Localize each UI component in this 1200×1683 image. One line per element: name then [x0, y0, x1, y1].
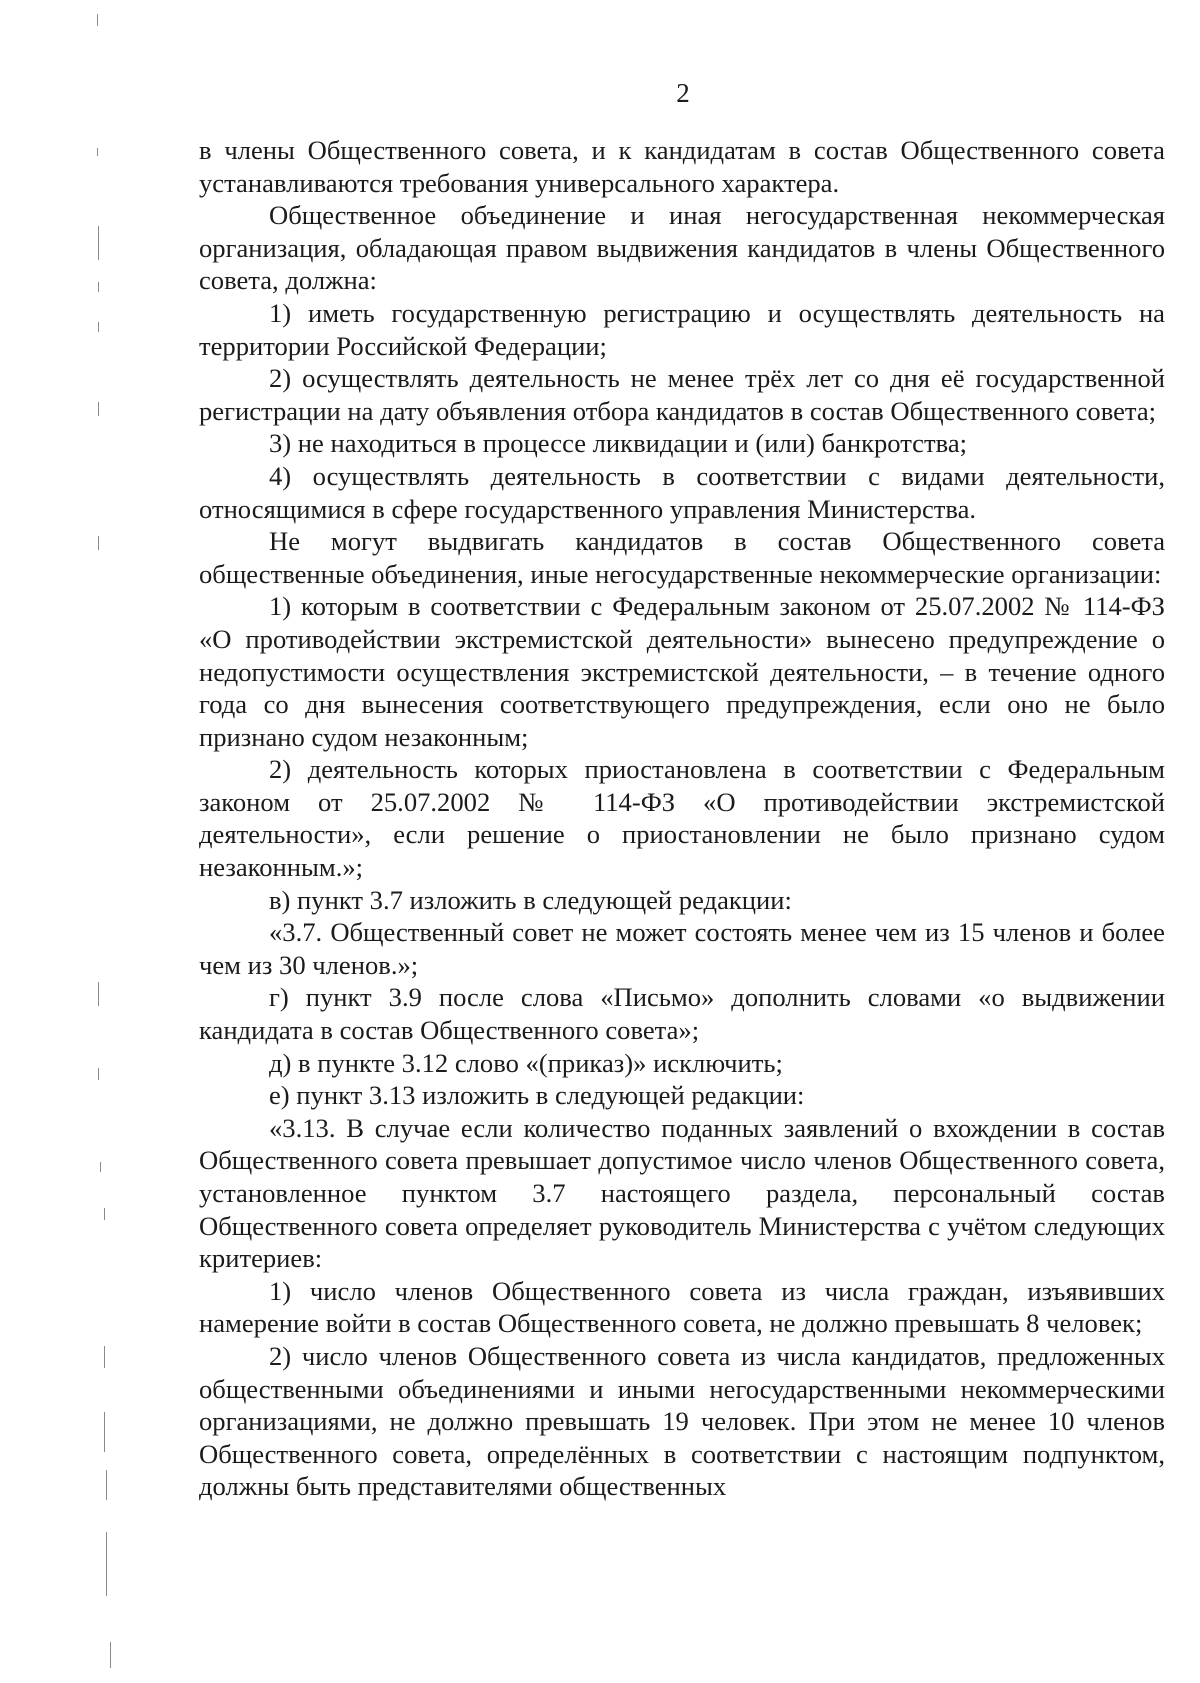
list-item: 1) иметь государственную регистрацию и осуществлять деятельность на территории Российской Федерации; — [199, 297, 1165, 361]
paragraph: Общественное объединение и иная негосударственная некоммерческая организация, обладающая правом выдвижения кандидатов в члены Общественного совета, должна: — [199, 200, 1165, 296]
scan-mark — [104, 1346, 105, 1368]
scan-mark — [98, 1068, 99, 1080]
amendment-item: е) пункт 3.13 изложить в следующей редакции: — [269, 1080, 805, 1111]
list-item: 3) не находиться в процессе ликвидации и (или) банкротства; — [269, 428, 968, 459]
paragraph: Не могут выдвигать кандидатов в состав Общественного совета общественные объединения, иные негосударственные некоммерческие организации: — [199, 526, 1165, 589]
scan-mark — [104, 1208, 105, 1220]
scan-mark — [106, 1532, 107, 1596]
amendment-item: д) в пункте 3.12 слово «(приказ)» исключить; — [269, 1047, 783, 1078]
paragraph: «3.13. В случае если количество поданных заявлений о вхождении в состав Общественного совета превышает допустимое число членов Общественного совета, установленное пунктом 3.7 настоящего раздела, персональный состав Общественного совета определяет руководитель Министерства с учётом следующих критериев: — [199, 1112, 1165, 1274]
amendment-item: г) пункт 3.9 после слова «Письмо» дополнить словами «о выдвижении кандидата в состав Общественного совета»; — [199, 982, 1165, 1046]
scan-mark — [97, 14, 98, 26]
scan-mark — [98, 282, 99, 292]
list-item: 2) число членов Общественного совета из числа кандидатов, предложенных общественными объединениями и иными негосударственными некоммерческими организациями, не должно превышать 19 человек. При этом не менее 10 членов Общественного совета, определённых в соответствии с настоящим подпунктом, должны быть представителями общественных — [199, 1340, 1165, 1502]
page-number: 2 — [676, 78, 690, 108]
list-item: 1) которым в соответствии с Федеральным законом от 25.07.2002 № 114-ФЗ «О противодействии экстремистской деятельности» вынесено предупреждение о недопустимости осуществления экстремистской деятельности, – в течение одного года со дня вынесения соответствующего предупреждения, если оно не было признано судом незаконным; — [199, 591, 1165, 752]
list-item: 4) осуществлять деятельность в соответствии с видами деятельности, относящимися в сфере государственного управления Министерства. — [199, 460, 1165, 524]
scan-mark — [98, 536, 99, 550]
list-item: 1) число членов Общественного совета из числа граждан, изъявивших намерение войти в состав Общественного совета, не должно превышать 8 человек; — [199, 1275, 1165, 1339]
scan-mark — [98, 982, 99, 1006]
scan-mark — [106, 1470, 107, 1500]
paragraph: в члены Общественного совета, и к кандидатам в состав Общественного совета устанавливаются требования универсального характера. — [199, 135, 1165, 198]
scan-edge-artifacts — [0, 0, 130, 1683]
scan-mark — [97, 148, 98, 156]
scan-mark — [98, 322, 99, 332]
scan-mark — [110, 1642, 111, 1668]
document-body — [199, 134, 1165, 1503]
scan-mark — [104, 1412, 105, 1452]
amendment-item: в) пункт 3.7 изложить в следующей редакции: — [269, 884, 792, 915]
list-item: 2) осуществлять деятельность не менее трёх лет со дня её государственной регистрации на дату объявления отбора кандидатов в состав Общественного совета; — [199, 363, 1165, 426]
scan-mark — [100, 1162, 101, 1172]
list-item: 2) деятельность которых приостановлена в соответствии с Федеральным законом от 25.07.2002 № 114-ФЗ «О противодействии экстремистской деятельности», если решение о приостановлении не было признано судом незаконным.»; — [199, 754, 1165, 883]
scan-mark — [98, 402, 99, 416]
paragraph: «3.7. Общественный совет не может состоять менее чем из 15 членов и более чем из 30 членов.»; — [199, 917, 1165, 980]
scan-mark — [98, 226, 99, 260]
